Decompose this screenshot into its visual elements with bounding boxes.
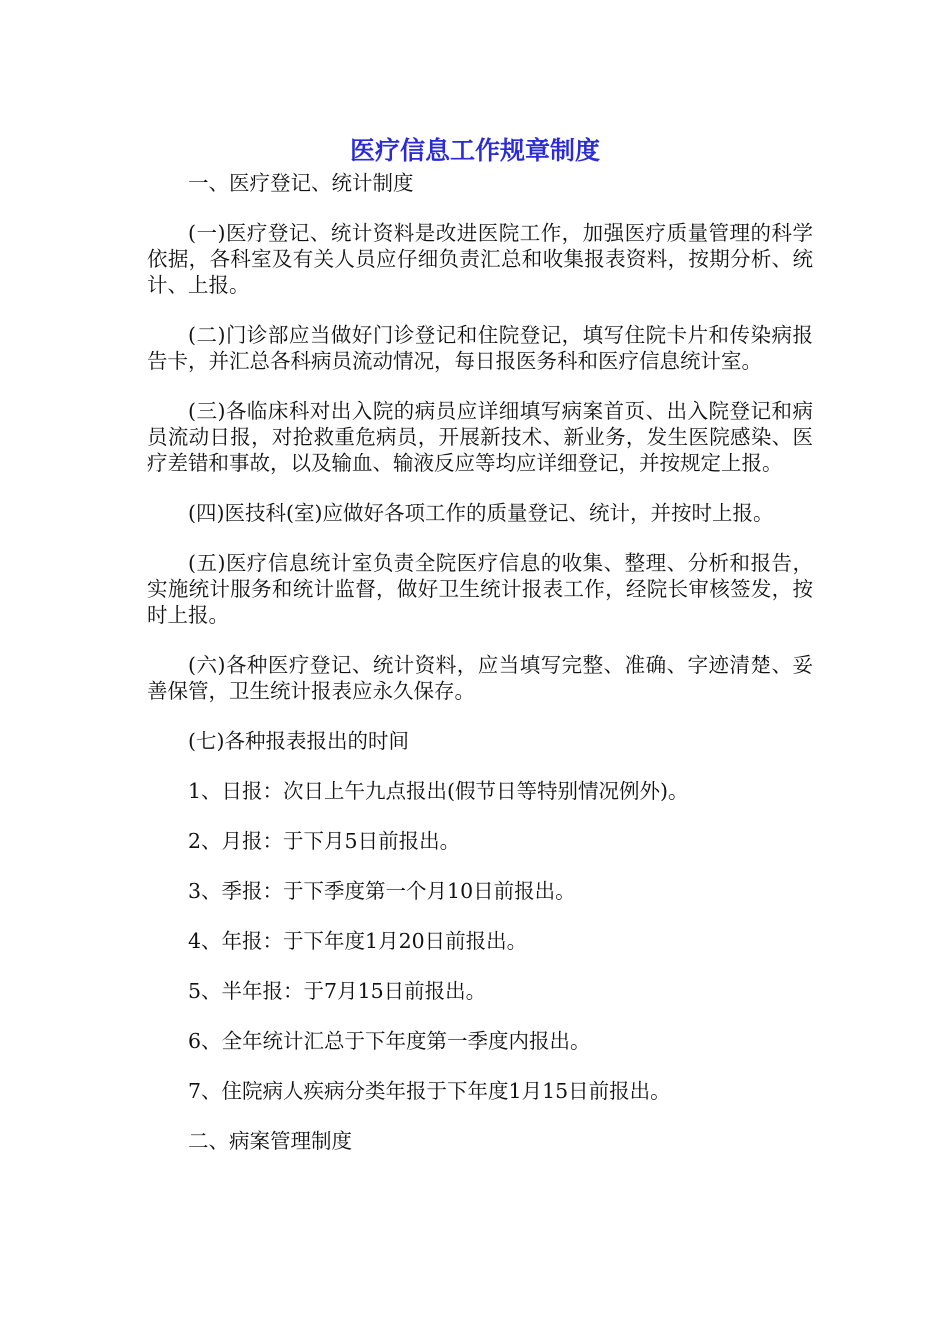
section-heading-2: 二、病案管理制度	[188, 1129, 352, 1153]
schedule-monthly: 2、月报：于下月5日前报出。	[188, 829, 461, 853]
section-heading-1: 一、医疗登记、统计制度	[188, 171, 414, 195]
paragraph-item-4: (四)医技科(室)应做好各项工作的质量登记、统计，并按时上报。	[188, 501, 774, 525]
paragraph-item-7: (七)各种报表报出的时间	[188, 729, 409, 753]
paragraph-item-6: (六)各种医疗登记、统计资料，应当填写完整、准确、字迹清楚、妥善保管，卫生统计报表应永久保存。	[147, 653, 813, 703]
schedule-annual: 4、年报：于下年度1月20日前报出。	[188, 929, 528, 953]
document-body	[147, 170, 813, 1178]
schedule-disease-classification: 7、住院病人疾病分类年报于下年度1月15日前报出。	[188, 1079, 671, 1103]
paragraph-item-2: (二)门诊部应当做好门诊登记和住院登记，填写住院卡片和传染病报告卡，并汇总各科病员流动情况，每日报医务科和医疗信息统计室。	[147, 323, 813, 373]
schedule-daily: 1、日报：次日上午九点报出(假节日等特别情况例外)。	[188, 779, 689, 803]
schedule-quarterly: 3、季报：于下季度第一个月10日前报出。	[188, 879, 576, 903]
schedule-yearly-summary: 6、全年统计汇总于下年度第一季度内报出。	[188, 1029, 591, 1053]
paragraph-item-3: (三)各临床科对出入院的病员应详细填写病案首页、出入院登记和病员流动日报，对抢救重危病员，开展新技术、新业务，发生医院感染、医疗差错和事故，以及输血、输液反应等均应详细登记，并按规定上报。	[147, 399, 813, 475]
paragraph-item-1: (一)医疗登记、统计资料是改进医院工作，加强医疗质量管理的科学依据，各科室及有关人员应仔细负责汇总和收集报表资料，按期分析、统计、上报。	[147, 221, 813, 297]
paragraph-item-5: (五)医疗信息统计室负责全院医疗信息的收集、整理、分析和报告，实施统计服务和统计监督，做好卫生统计报表工作，经院长审核签发，按时上报。	[147, 551, 813, 627]
page-title: 医疗信息工作规章制度	[349, 136, 600, 165]
schedule-semiannual: 5、半年报：于7月15日前报出。	[188, 979, 487, 1003]
